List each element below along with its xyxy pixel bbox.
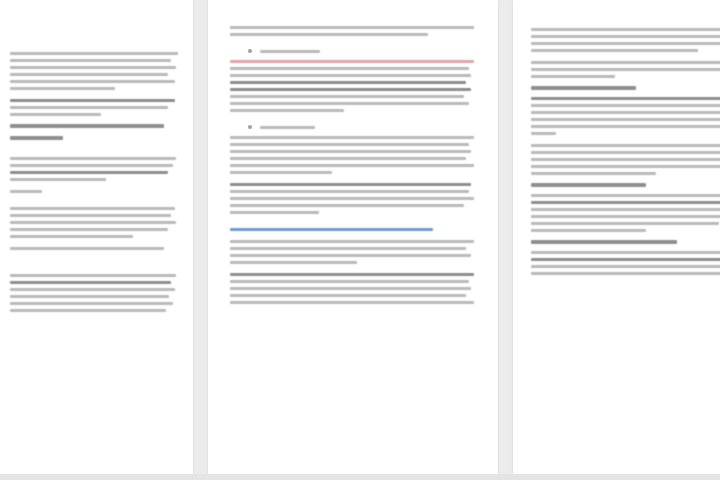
text-line xyxy=(531,165,720,168)
text-line xyxy=(230,190,469,193)
text-line xyxy=(230,280,469,283)
text-line xyxy=(230,33,428,36)
text-line xyxy=(10,274,176,277)
text-line xyxy=(10,207,175,210)
text-line xyxy=(531,49,698,52)
text-line xyxy=(230,143,469,146)
text-line xyxy=(531,222,719,225)
text-line xyxy=(10,228,168,231)
document-page-2 xyxy=(208,0,498,480)
bullet-item xyxy=(248,49,484,53)
text-line xyxy=(531,42,720,45)
section-heading xyxy=(10,136,63,140)
text-line xyxy=(531,265,720,268)
section-heading xyxy=(10,124,164,128)
text-line-bold xyxy=(531,258,720,261)
text-line xyxy=(230,287,471,290)
section-heading xyxy=(531,183,646,187)
page-1-text-block xyxy=(10,52,185,316)
bullet-icon xyxy=(248,125,252,129)
text-line xyxy=(230,294,466,297)
text-line xyxy=(531,251,720,254)
text-line xyxy=(230,240,474,243)
text-line xyxy=(10,302,173,305)
text-line xyxy=(531,111,720,114)
section-heading xyxy=(531,86,636,90)
text-line xyxy=(230,211,319,214)
text-line-bold xyxy=(230,88,471,91)
text-line xyxy=(10,73,168,76)
text-line xyxy=(230,74,471,77)
text-line xyxy=(10,59,171,62)
text-line xyxy=(531,75,615,78)
text-line xyxy=(230,157,466,160)
text-line xyxy=(10,66,176,69)
text-line xyxy=(10,113,101,116)
text-line xyxy=(230,67,469,70)
text-line xyxy=(10,190,42,193)
section-heading xyxy=(531,240,677,244)
bullet-icon xyxy=(248,49,252,53)
text-line xyxy=(230,109,344,112)
text-line xyxy=(230,26,474,29)
text-line-bold xyxy=(230,81,466,84)
text-line xyxy=(230,301,474,304)
text-line-bold xyxy=(10,99,175,102)
bullet-item xyxy=(248,125,484,129)
text-line xyxy=(531,229,646,232)
text-line xyxy=(230,164,474,167)
text-line xyxy=(260,50,320,53)
text-line-bold xyxy=(10,281,171,284)
text-line xyxy=(531,158,720,161)
text-line xyxy=(10,235,133,238)
text-line xyxy=(230,261,357,264)
text-line-bold xyxy=(10,171,168,174)
text-line xyxy=(531,104,720,107)
text-line xyxy=(10,164,173,167)
text-line xyxy=(531,118,720,121)
text-line xyxy=(230,102,469,105)
page-2-text-block xyxy=(230,26,484,308)
text-line xyxy=(10,157,176,160)
text-line xyxy=(531,28,720,31)
text-line xyxy=(10,178,106,181)
text-line xyxy=(230,247,466,250)
text-line xyxy=(10,295,169,298)
text-line xyxy=(230,171,332,174)
document-page-3 xyxy=(513,0,720,480)
text-line xyxy=(531,215,720,218)
text-line xyxy=(10,80,175,83)
text-line-bold xyxy=(531,201,720,204)
text-line xyxy=(531,132,556,135)
text-line xyxy=(531,61,720,64)
text-line xyxy=(230,150,471,153)
text-line xyxy=(531,194,720,197)
text-line-highlight xyxy=(230,60,474,63)
window-bottom-edge xyxy=(0,474,720,480)
text-line xyxy=(10,247,164,250)
text-line xyxy=(10,221,176,224)
text-line xyxy=(10,87,115,90)
text-line xyxy=(531,172,656,175)
text-line xyxy=(531,151,720,154)
text-line xyxy=(10,106,168,109)
text-line xyxy=(531,144,720,147)
text-line xyxy=(531,35,720,38)
text-line xyxy=(230,254,471,257)
text-line xyxy=(10,309,166,312)
text-line xyxy=(10,288,175,291)
text-line xyxy=(230,136,474,139)
text-line xyxy=(531,125,720,128)
page-3-text-block xyxy=(531,28,720,279)
text-line xyxy=(230,95,464,98)
text-line-bold xyxy=(230,183,471,186)
text-line-bold xyxy=(531,97,720,100)
text-line xyxy=(260,126,315,129)
document-page-1 xyxy=(0,0,193,480)
text-line xyxy=(230,204,464,207)
text-line xyxy=(10,52,178,55)
hyperlink[interactable] xyxy=(230,228,433,231)
text-line xyxy=(531,272,720,275)
text-line xyxy=(531,208,720,211)
text-line xyxy=(10,214,171,217)
text-line xyxy=(230,197,474,200)
text-line xyxy=(531,68,720,71)
text-line-bold xyxy=(230,273,474,276)
